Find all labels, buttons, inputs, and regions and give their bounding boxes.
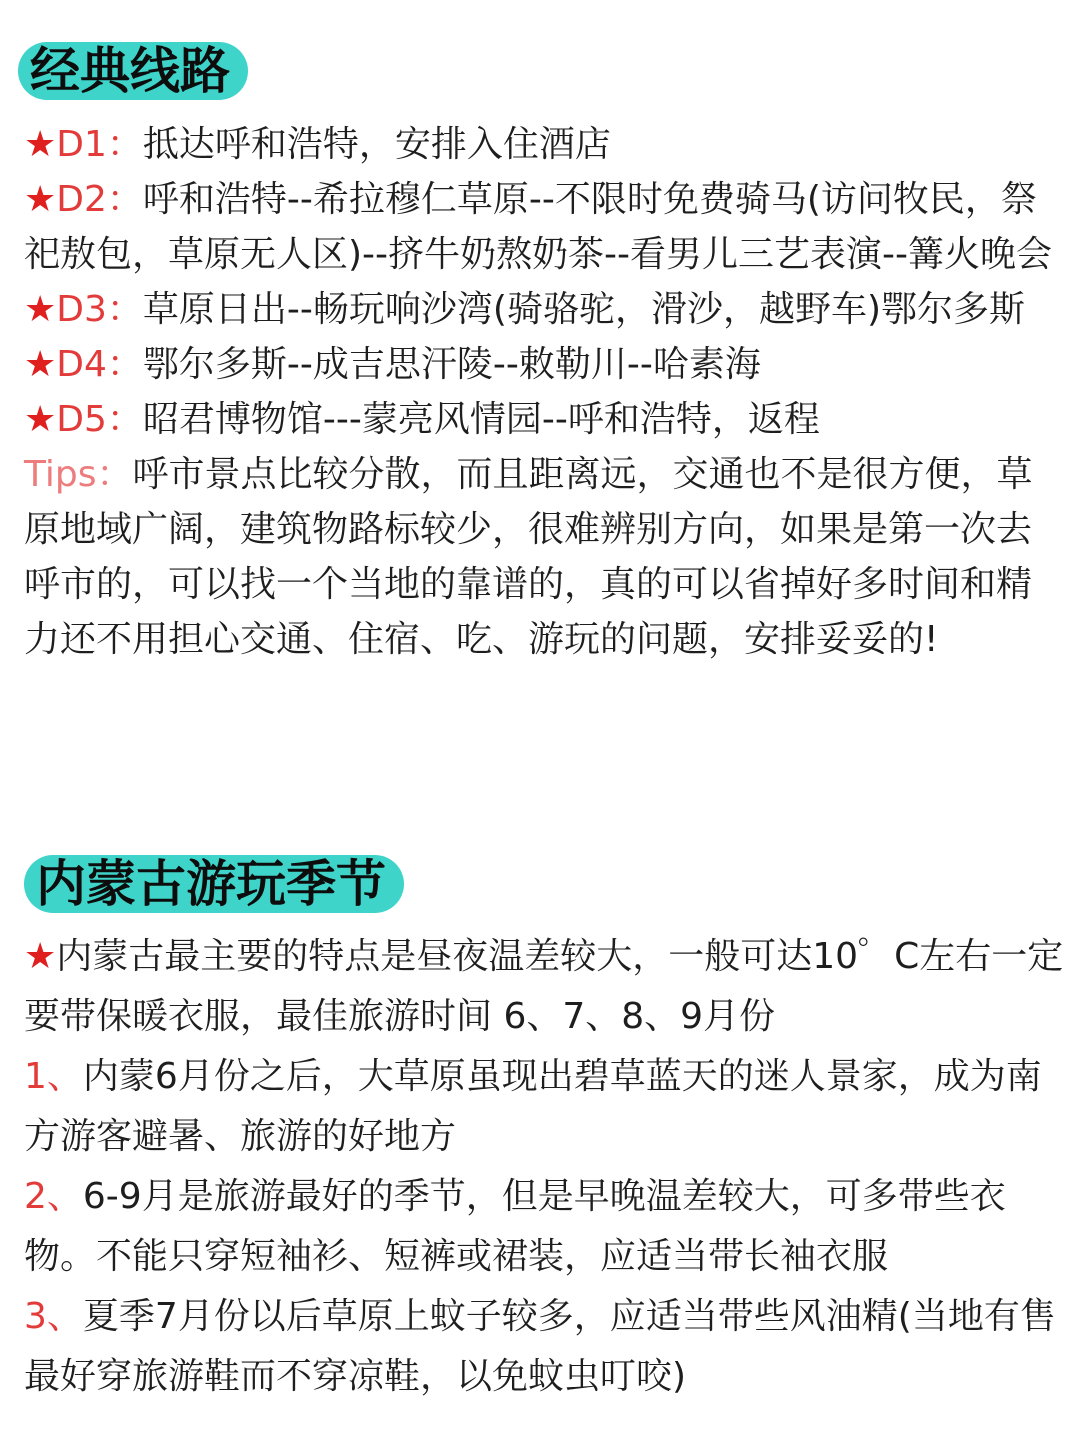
itinerary-block bbox=[24, 117, 1064, 667]
day-label: D1： bbox=[56, 124, 143, 165]
season-intro-text: 内蒙古最主要的特点是昼夜温差较大，一般可达10゜C左右一定要带保暖衣服，最佳旅游时间 6、7、8、9月份 bbox=[24, 936, 1064, 1037]
section-title-travel-season: 内蒙古游玩季节 bbox=[24, 855, 404, 913]
point-number: 1、 bbox=[24, 1056, 83, 1097]
point-text: 内蒙6月份之后，大草原虽现出碧草蓝天的迷人景家，成为南方游客避暑、旅游的好地方 bbox=[24, 1056, 1042, 1157]
season-point-1 bbox=[24, 1047, 1064, 1167]
season-block bbox=[24, 927, 1064, 1407]
star-icon: ★ bbox=[24, 344, 57, 385]
day-text: 呼和浩特--希拉穆仁草原--不限时免费骑马(访问牧民，祭祀敖包，草原无人区)--挤牛奶熬奶茶--看男儿三艺表演--篝火晚会 bbox=[24, 179, 1052, 275]
tips-text: 呼市景点比较分散，而且距离远，交通也不是很方便，草原地域广阔，建筑物路标较少，很难辨别方向，如果是第一次去呼市的，可以找一个当地的靠谱的，真的可以省掉好多时间和精力还不用担心交通、住宿、吃、游玩的问题，安排妥妥的! bbox=[24, 454, 1033, 660]
star-icon: ★ bbox=[24, 289, 57, 330]
day-text: 昭君博物馆---蒙亮风情园--呼和浩特，返程 bbox=[142, 399, 820, 440]
tips-label: Tips： bbox=[24, 454, 133, 495]
tips-paragraph bbox=[24, 447, 1064, 667]
day-label: D3： bbox=[56, 289, 143, 330]
itinerary-item-d4 bbox=[24, 337, 1064, 392]
day-label: D2： bbox=[56, 179, 143, 220]
star-icon: ★ bbox=[24, 399, 57, 440]
star-icon: ★ bbox=[24, 124, 57, 165]
season-point-3 bbox=[24, 1287, 1064, 1407]
itinerary-item-d2 bbox=[24, 172, 1064, 282]
point-text: 6-9月是旅游最好的季节，但是早晚温差较大，可多带些衣物。不能只穿短袖衫、短裤或裙装，应适当带长袖衣服 bbox=[24, 1176, 1006, 1277]
season-point-2 bbox=[24, 1167, 1064, 1287]
day-label: D5： bbox=[56, 399, 143, 440]
star-icon: ★ bbox=[24, 936, 57, 977]
day-text: 鄂尔多斯--成吉思汗陵--敕勒川--哈素海 bbox=[142, 344, 761, 385]
season-intro bbox=[24, 927, 1064, 1047]
point-number: 3、 bbox=[24, 1296, 83, 1337]
itinerary-item-d5 bbox=[24, 392, 1064, 447]
itinerary-item-d1 bbox=[24, 117, 1064, 172]
day-label: D4： bbox=[56, 344, 143, 385]
itinerary-item-d3 bbox=[24, 282, 1064, 337]
day-text: 抵达呼和浩特，安排入住酒店 bbox=[142, 124, 611, 165]
section-title-classic-route: 经典线路 bbox=[18, 42, 248, 100]
point-text: 夏季7月份以后草原上蚊子较多，应适当带些风油精(当地有售最好穿旅游鞋而不穿凉鞋，以免蚊虫叮咬) bbox=[24, 1296, 1056, 1397]
point-number: 2、 bbox=[24, 1176, 83, 1217]
star-icon: ★ bbox=[24, 179, 57, 220]
day-text: 草原日出--畅玩响沙湾(骑骆驼，滑沙，越野车)鄂尔多斯 bbox=[142, 289, 1025, 330]
